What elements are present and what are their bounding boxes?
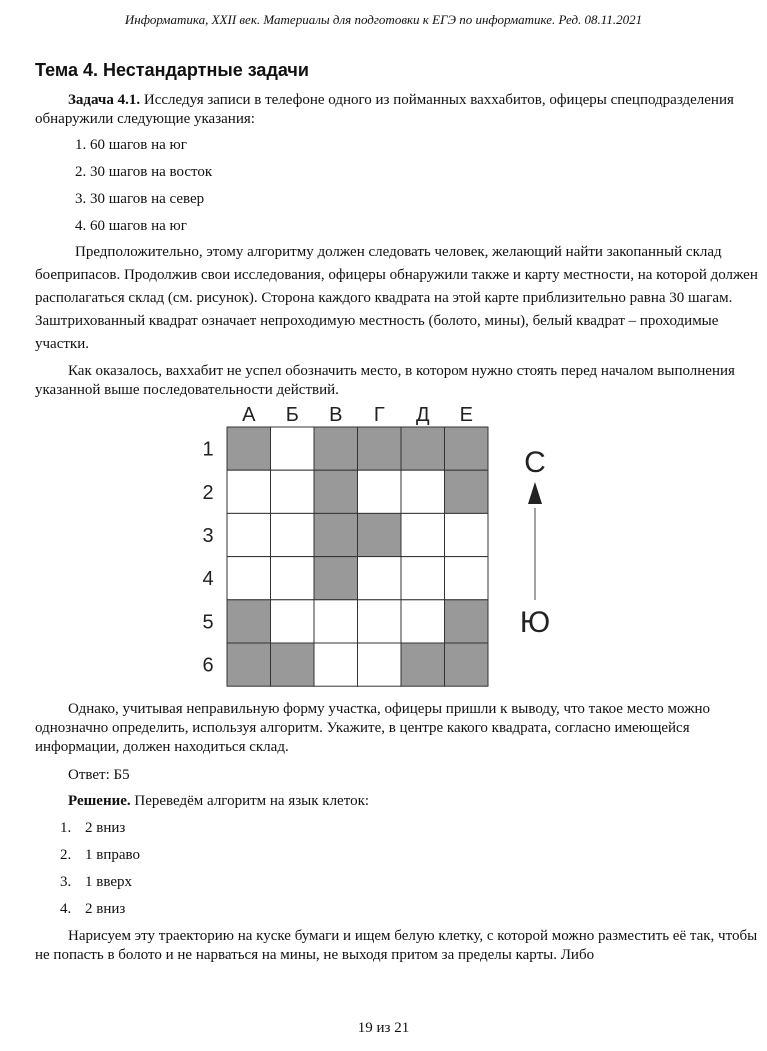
compass-arrow-head [528, 482, 542, 504]
map-cell-Б5 [271, 600, 315, 643]
page-number: 19 из 21 [357, 1020, 410, 1036]
map-cell-Г3 [358, 513, 402, 556]
map-cell-Г6 [358, 643, 402, 686]
column-label: Е [459, 404, 473, 426]
task-step-1: 1. 60 шагов на юг [75, 137, 187, 153]
map-cell-Е4 [445, 557, 489, 600]
map-cell-В4 [314, 557, 358, 600]
row-label: 3 [202, 525, 214, 547]
map-grid [227, 427, 488, 686]
solution-step-1 [60, 820, 125, 837]
map-cell-В5 [314, 600, 358, 643]
solution-step-text: 1 вверх [85, 874, 132, 890]
column-label: А [242, 404, 256, 426]
map-cell-Б2 [271, 470, 315, 513]
map-cell-Е1 [445, 427, 489, 470]
task-step-3: 3. 30 шагов на север [75, 191, 205, 207]
column-labels [242, 404, 473, 426]
map-cell-Б6 [271, 643, 315, 686]
task-step-2: 2. 30 шагов на восток [75, 164, 213, 180]
solution-step-number: 4. [60, 901, 72, 917]
solution-step-text: 2 вниз [85, 901, 126, 917]
task-step-4: 4. 60 шагов на юг [75, 218, 187, 234]
solution-intro [35, 792, 763, 811]
solution-step-number: 1. [60, 820, 72, 836]
solution-step-text: 2 вниз [85, 820, 126, 836]
solution-step-number: 2. [60, 847, 72, 863]
row-label: 2 [202, 481, 214, 504]
map-cell-Б4 [271, 557, 315, 600]
row-label: 6 [202, 654, 214, 677]
task-intro [35, 91, 763, 129]
solution-step-text: 1 вправо [85, 847, 140, 863]
column-label: В [329, 404, 343, 426]
row-label: 5 [202, 611, 214, 634]
map-cell-Д6 [401, 643, 445, 686]
task-label: Задача 4.1. [68, 92, 141, 108]
running-header: Информатика, XXII век. Материалы для подготовки к ЕГЭ по информатике. Ред. 08.11.2021 [124, 12, 643, 27]
solution-step-2 [60, 847, 140, 864]
map-cell-Б1 [271, 427, 315, 470]
map-cell-Б3 [271, 513, 315, 556]
solution-step-3 [60, 874, 132, 891]
map-cell-В6 [314, 643, 358, 686]
map-cell-Е2 [445, 470, 489, 513]
column-label: Д [415, 404, 430, 426]
map-cell-А2 [227, 470, 271, 513]
map-cell-Д5 [401, 600, 445, 643]
map-cell-Г1 [358, 427, 402, 470]
section-title: Тема 4. Нестандартные задачи [35, 60, 309, 80]
row-labels [202, 439, 213, 677]
map-cell-А1 [227, 427, 271, 470]
map-cell-Е5 [445, 600, 489, 643]
map-cell-В3 [314, 513, 358, 556]
map-cell-А4 [227, 557, 271, 600]
solution-step-number: 3. [60, 874, 72, 890]
map-cell-А3 [227, 513, 271, 556]
compass-south: Ю [519, 606, 551, 639]
solution-last-paragraph: Нарисуем эту траекторию на куске бумаги и ищем белую клетку, с которой можно разместить её так, чтобы не попасть в болото и не нарваться на мины, не выходя притом за пределы карты. Либо [35, 928, 758, 963]
answer: Ответ: Б5 [68, 767, 130, 783]
map-cell-В1 [314, 427, 358, 470]
map-cell-Е6 [445, 643, 489, 686]
map-cell-Г2 [358, 470, 402, 513]
row-label: 1 [202, 438, 214, 461]
task-intro-text: Исследуя записи в телефоне одного из пойманных ваххабитов, офицеры спецподразделения обнаружили следующие указания: [35, 92, 734, 127]
task-paragraph-4: Однако, учитывая неправильную форму участка, офицеры пришли к выводу, что такое место можно однозначно определить, используя алгоритм. Укажите, в центре какого квадрата, согласно имеющейся информации, должен находиться склад. [35, 701, 710, 755]
map-cell-В2 [314, 470, 358, 513]
map-cell-Д4 [401, 557, 445, 600]
map-cell-Д1 [401, 427, 445, 470]
compass-north: С [524, 446, 546, 479]
map-cell-А6 [227, 643, 271, 686]
task-paragraph-2: Предположительно, этому алгоритму должен следовать человек, желающий найти закопанный склад боеприпасов. Продолжив свои исследования, офицеры обнаружили также и карту местности, на которой должен располагаться склад (см. рисунок). Сторона каждого квадрата на этой карте приблизительно равна 30 шагам. Заштрихованный квадрат означает непроходимую местность (болото, мины), белый квадрат – проходимые участки. [35, 244, 758, 352]
column-label: Г [373, 404, 385, 426]
map-cell-Д3 [401, 513, 445, 556]
map-cell-Г5 [358, 600, 402, 643]
solution-step-4 [60, 901, 125, 918]
map-cell-Е3 [445, 513, 489, 556]
row-label: 4 [202, 568, 214, 591]
terrain-map [190, 400, 570, 690]
solution-intro-text: Переведём алгоритм на язык клеток: [130, 793, 370, 809]
column-label: Б [285, 404, 299, 426]
task-paragraph-3: Как оказалось, ваххабит не успел обозначить место, в котором нужно стоять перед началом выполнения указанной выше последовательности действий. [35, 363, 735, 398]
map-cell-А5 [227, 600, 271, 643]
solution-label: Решение. [68, 793, 131, 809]
map-cell-Г4 [358, 557, 402, 600]
map-cell-Д2 [401, 470, 445, 513]
